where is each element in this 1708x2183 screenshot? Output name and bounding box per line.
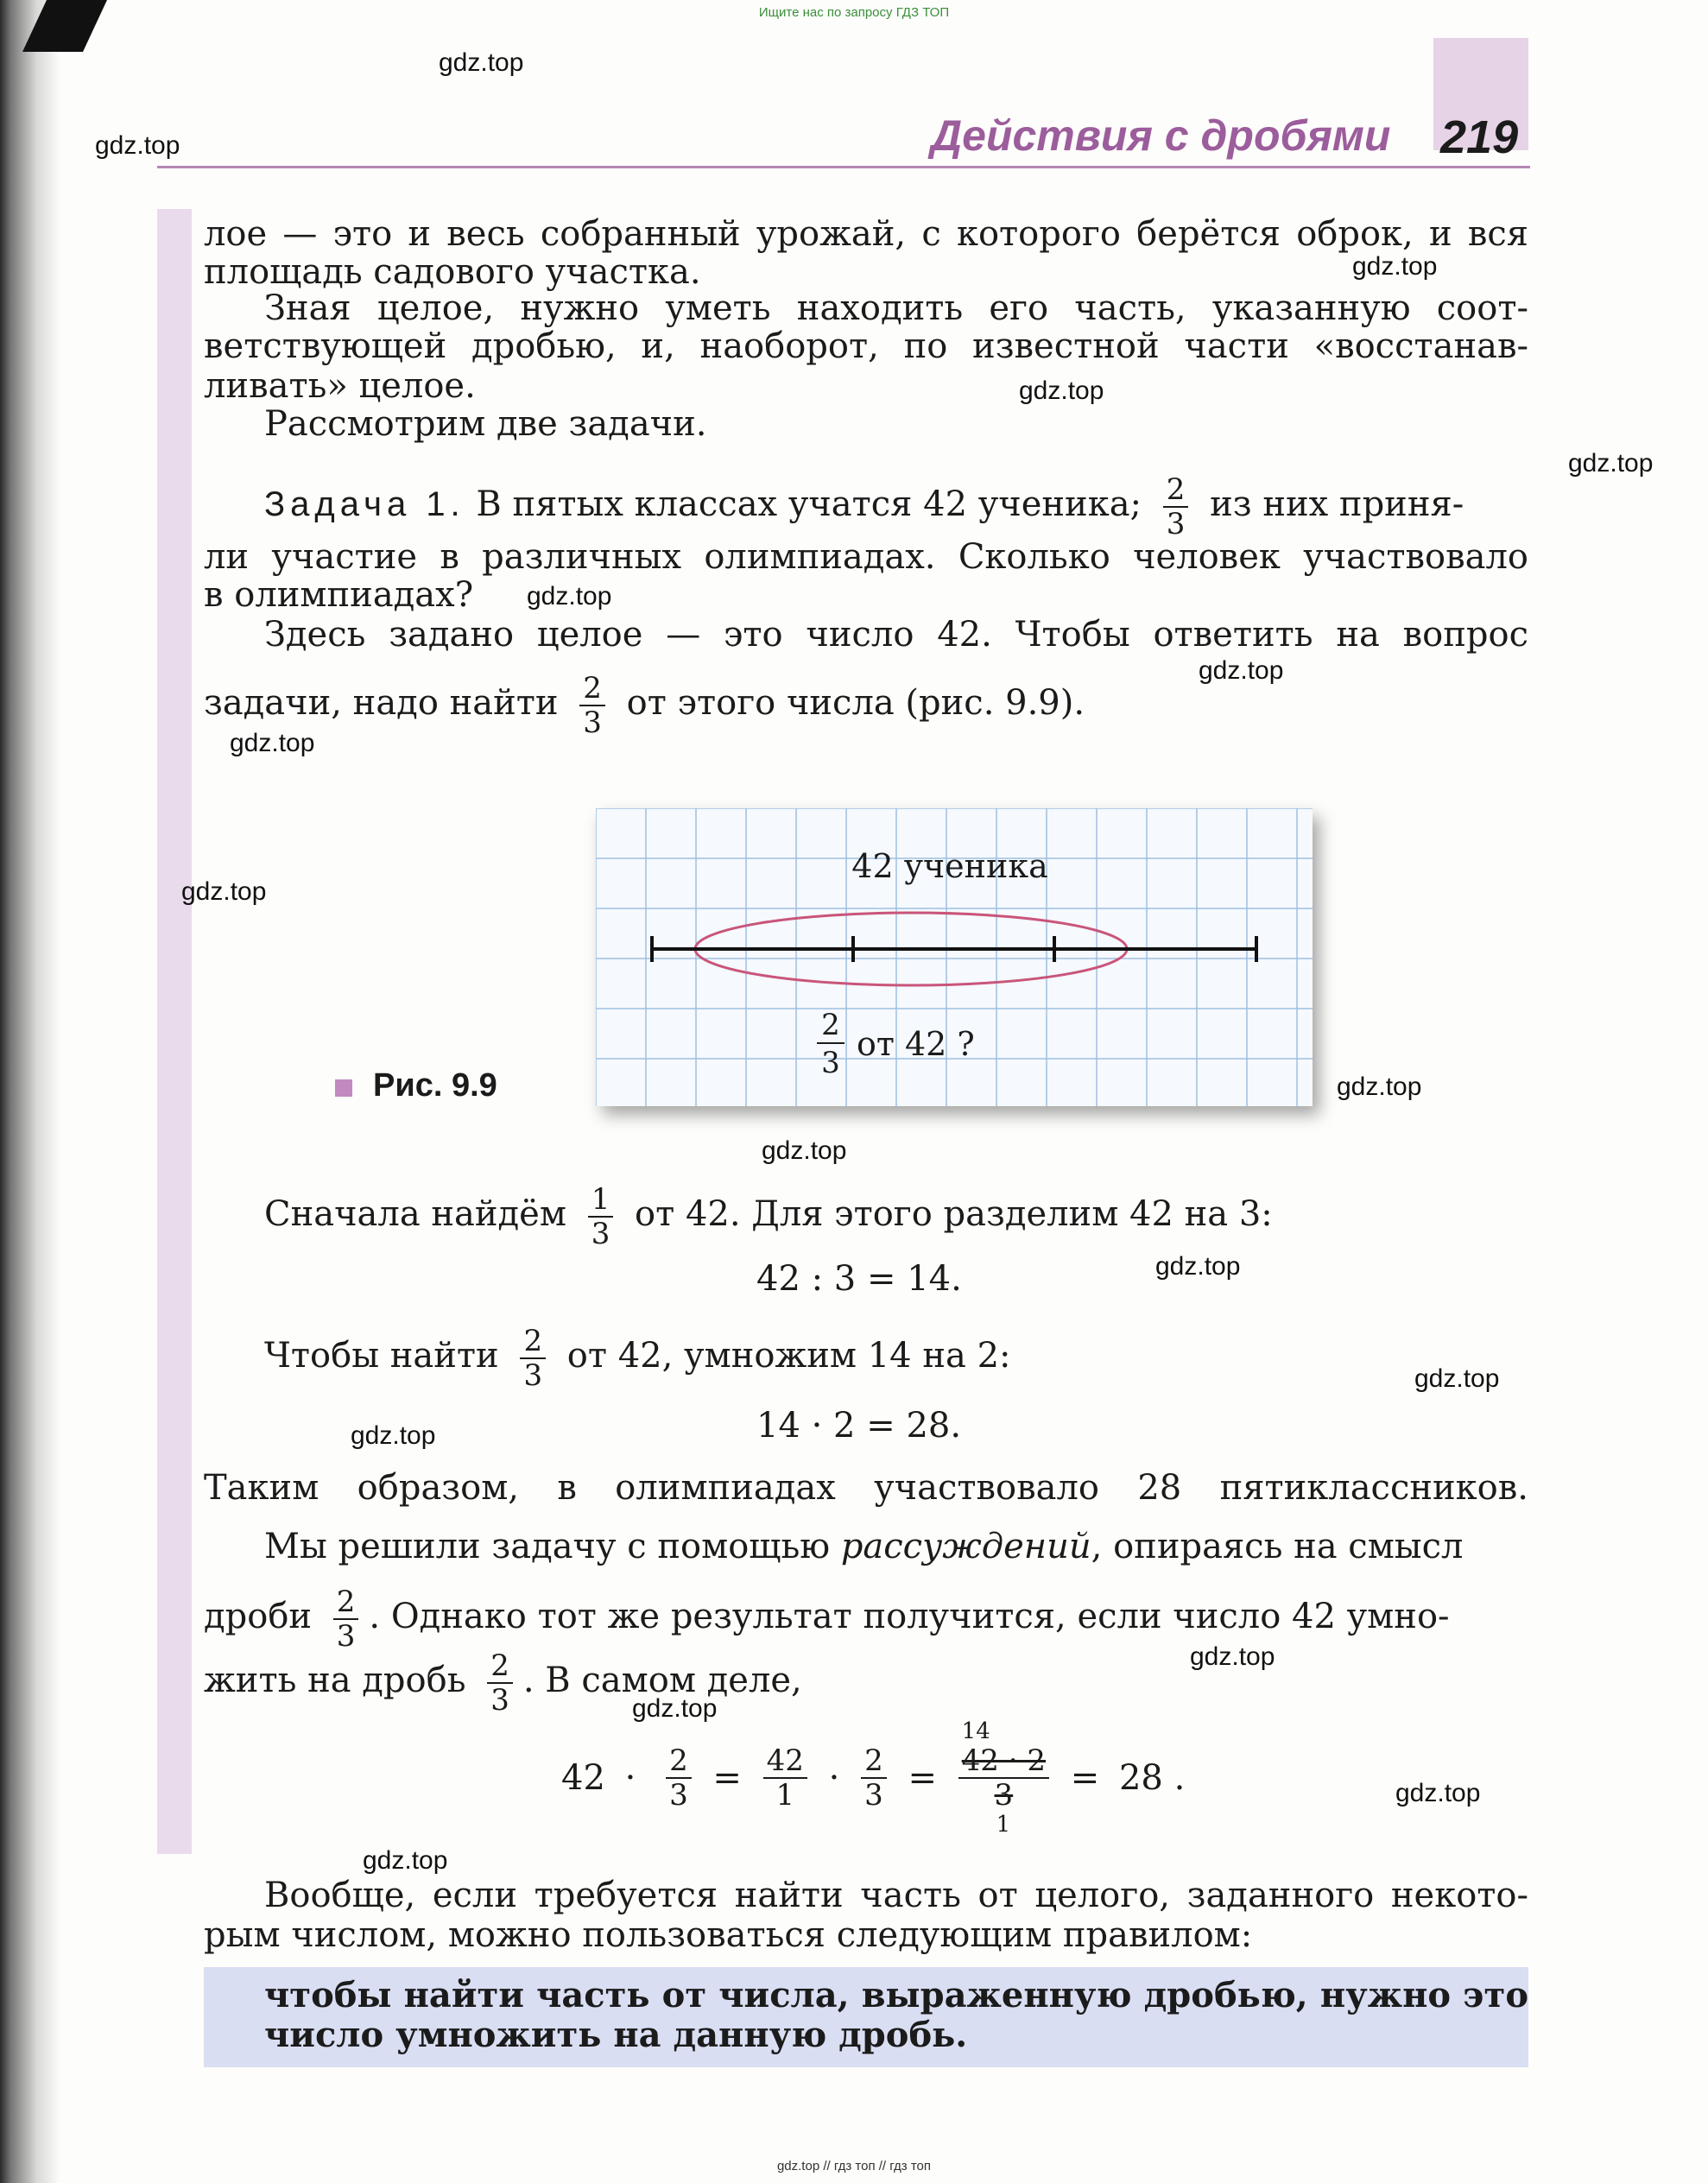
watermark-stamp: gdz.top (1414, 1364, 1500, 1393)
fraction-two-thirds: $\frac{2}{3}$ (520, 1325, 546, 1392)
text-line-10: Здесь задано целое — это число 42. Чтобы ответить на вопрос (264, 615, 1528, 655)
figure-label-marker (335, 1079, 352, 1097)
text-line-2: площадь садового участка. (204, 252, 701, 292)
text-line-12: Сначала найдём $\frac{1}{3}$ от 42. Для этого разделим 42 на 3: (264, 1182, 1273, 1251)
header-title: Действия с дробями (931, 111, 1391, 160)
header-rule (157, 166, 1530, 168)
fraction-two-thirds: $\frac{2}{3}$ (1163, 473, 1189, 541)
text-line-13: Чтобы найти $\frac{2}{3}$ от 42, умножим 14 на 2: (264, 1324, 1011, 1393)
watermark-stamp: gdz.top (1019, 376, 1104, 405)
watermark-stamp: gdz.top (1337, 1073, 1422, 1101)
watermark-stamp: gdz.top (1568, 449, 1654, 478)
watermark-stamp: gdz.top (439, 48, 524, 77)
text-line-11: задачи, надо найти $\frac{2}{3}$ от этого числа (рис. 9.9). (204, 671, 1085, 740)
figure-frac-den: 3 (821, 1046, 840, 1080)
fraction-two-thirds: $\frac{2}{3}$ (579, 672, 605, 739)
figure-label: Рис. 9.9 (373, 1067, 497, 1104)
text-line-4: ветствующей дробью, и, наоборот, по известной части «восстанав- (204, 326, 1528, 366)
text-line-6: Рассмотрим две задачи. (264, 404, 707, 444)
watermark-stamp: gdz.top (762, 1136, 847, 1165)
task-1-line (204, 473, 1589, 541)
equation-1: 42 : 3 = 14. (756, 1259, 962, 1299)
fraction-one-third: $\frac{1}{3}$ (588, 1183, 614, 1250)
task-label: Задача 1. (264, 485, 465, 523)
text-line-1: лое — это и весь собранный урожай, с которого берётся оброк, и вся (204, 214, 1528, 254)
fraction-two-thirds: $\frac{2}{3}$ (487, 1649, 513, 1717)
watermark-stamp: gdz.top (527, 582, 612, 611)
page-number: 219 (1440, 111, 1519, 163)
side-bar (157, 209, 192, 1854)
watermark-stamp: gdz.top (363, 1846, 448, 1875)
text-line-8: ли участие в различных олимпиадах. Сколько человек участвовало (204, 537, 1528, 577)
final-equation: 42 · $\frac{2}{3}$ = $\frac{42}{1}$ · $\frac{2}{3}$ = 14 42 · 2 3 1 = 28 . (561, 1718, 1186, 1838)
text-line-16: дроби $\frac{2}{3}$ . Однако тот же результат получится, если число 42 умно- (204, 1585, 1450, 1654)
watermark-stamp: gdz.top (1155, 1252, 1241, 1281)
fraction-two-thirds: $\frac{2}{3}$ (333, 1585, 359, 1653)
text-line-9: в олимпиадах? (204, 575, 474, 615)
text-line-14: Таким образом, в олимпиадах участвовало 28 пятиклассников. (204, 1468, 1528, 1508)
rule-line-1: чтобы найти часть от числа, выраженную дробью, нужно это (264, 1975, 1528, 2015)
figure-grid-card (596, 808, 1313, 1106)
rule-line-2: число умножить на данную дробь. (264, 2015, 968, 2055)
equation-2: 14 · 2 = 28. (756, 1406, 962, 1446)
watermark-stamp: gdz.top (632, 1694, 718, 1723)
watermark-stamp: gdz.top (351, 1421, 436, 1450)
watermark-stamp: gdz.top (1199, 656, 1284, 685)
figure-frac-num: 2 (821, 1008, 840, 1042)
figure-svg (596, 808, 1313, 1106)
text-line-5: ливать» целое. (204, 366, 476, 406)
watermark-stamp: gdz.top (1190, 1642, 1275, 1671)
top-banner: Ищите нас по запросу ГДЗ ТОП (758, 5, 950, 20)
text-line-3: Зная целое, нужно уметь находить его часть, указанную соот- (264, 288, 1528, 328)
figure-bottom-text: от 42 ? (857, 1025, 975, 1063)
watermark-stamp: gdz.top (1352, 252, 1438, 281)
text-line-15: Мы решили задачу с помощью рассуждений, опираясь на смысл (264, 1527, 1464, 1566)
figure-top-label: 42 ученика (851, 847, 1048, 885)
text-line-17: жить на дробь $\frac{2}{3}$ . В самом деле, (204, 1648, 802, 1718)
page-left-shadow (0, 0, 60, 2183)
watermark-stamp: gdz.top (230, 729, 315, 757)
text-line-18: Вообще, если требуется найти часть от целого, заданного некото- (264, 1876, 1528, 1915)
text-line-19: рым числом, можно пользоваться следующим правилом: (204, 1915, 1253, 1955)
task-text: В пятых классах учатся 42 ученика; (476, 484, 1142, 524)
bottom-banner: gdz.top // гдз топ // гдз топ (776, 2159, 932, 2174)
watermark-stamp: gdz.top (181, 877, 267, 906)
task-text-end: из них приня- (1210, 484, 1464, 524)
watermark-stamp: gdz.top (1395, 1779, 1481, 1807)
watermark-stamp: gdz.top (95, 131, 180, 160)
